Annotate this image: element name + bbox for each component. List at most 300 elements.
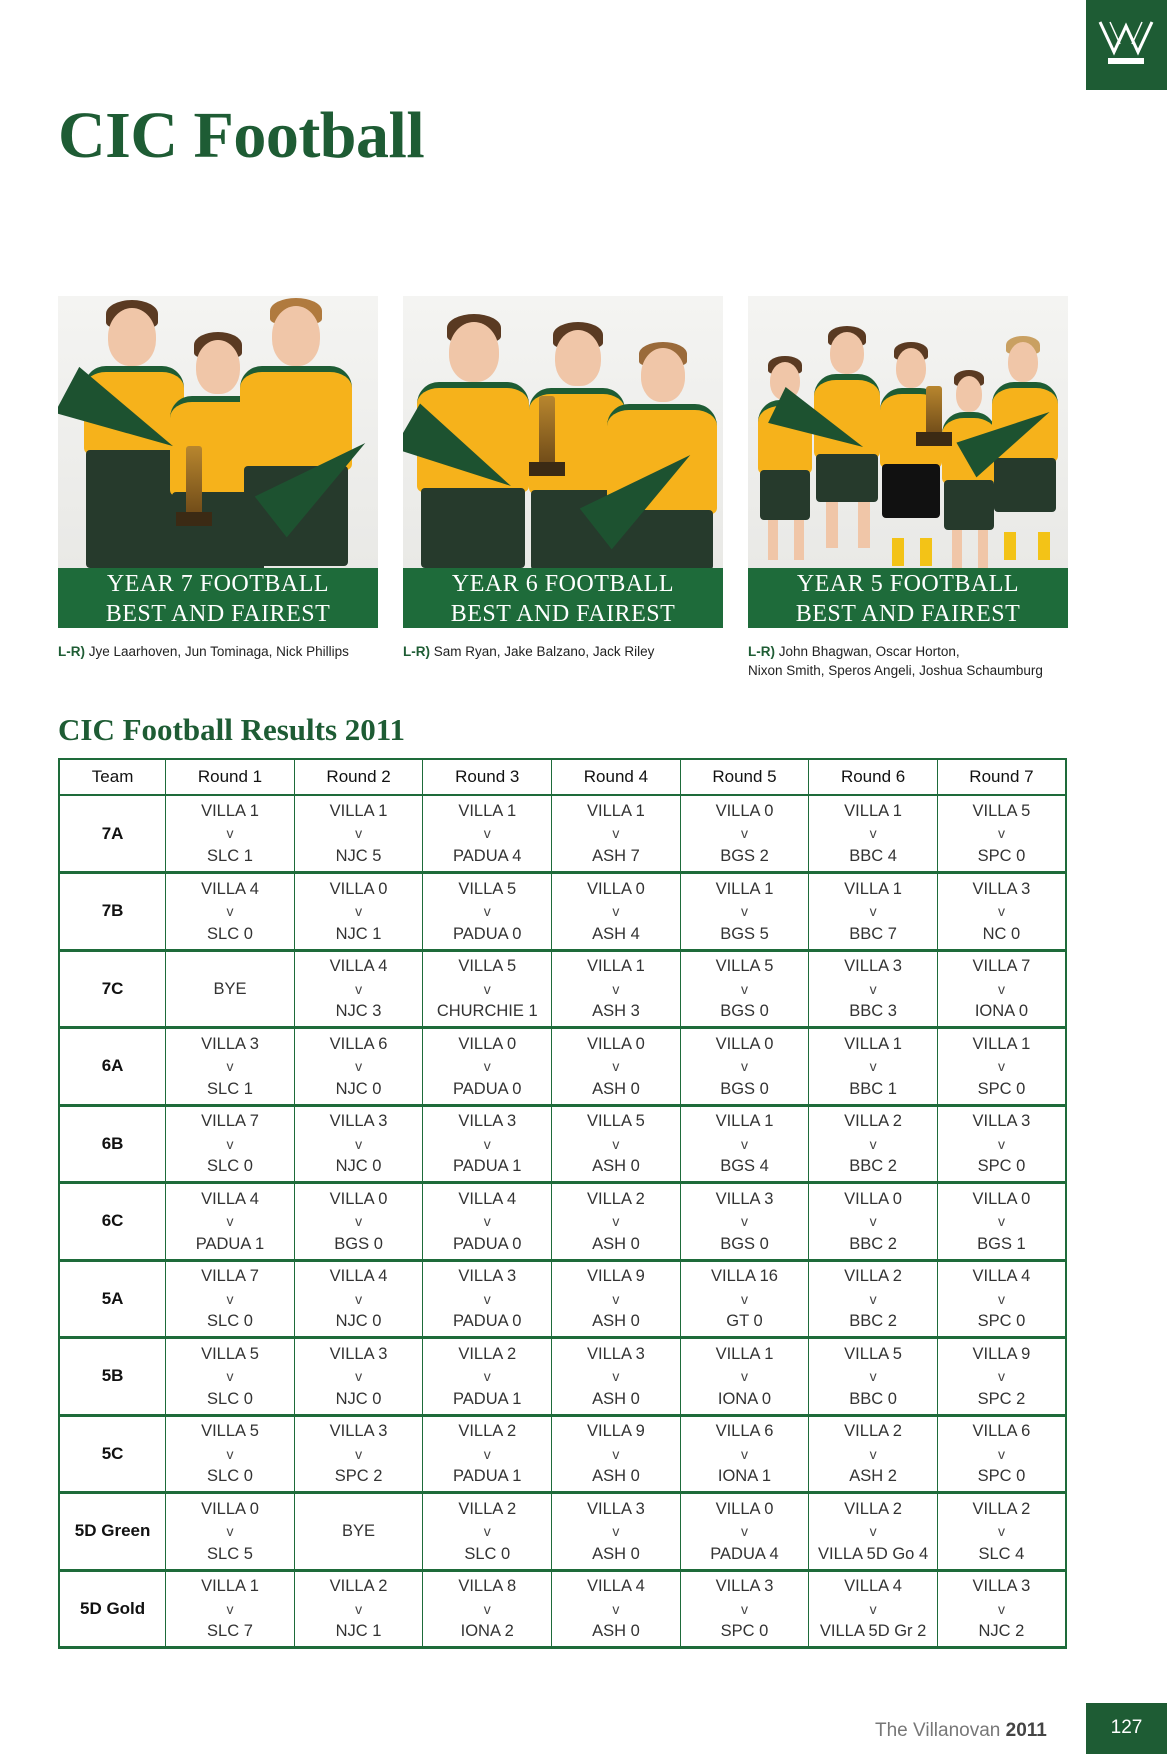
away-score: PADUA 0	[453, 1234, 522, 1253]
versus-label: v	[612, 1445, 620, 1462]
versus-label: v	[355, 1135, 363, 1152]
versus-label: v	[483, 903, 491, 919]
versus-label: v	[869, 1135, 877, 1152]
versus-label: v	[612, 1058, 620, 1074]
away-score: ASH 2	[849, 1467, 897, 1485]
versus-label: v	[483, 1135, 491, 1152]
versus-label: v	[997, 1523, 1005, 1539]
home-score: VILLA 6	[329, 1034, 388, 1053]
home-score: VILLA 7	[201, 1112, 259, 1130]
result-cell	[294, 1260, 423, 1338]
versus-label: v	[997, 1368, 1005, 1384]
photo-caption	[58, 642, 378, 661]
away-score: SLC 0	[207, 1312, 253, 1330]
away-score: BGS 5	[720, 924, 769, 943]
versus-label: v	[741, 1135, 748, 1152]
result-cell	[423, 1415, 552, 1493]
result-cell	[166, 1338, 295, 1416]
result-cell	[166, 795, 295, 873]
home-score: VILLA 2	[458, 1499, 517, 1518]
versus-label: v	[741, 1523, 748, 1539]
versus-label: v	[869, 1445, 877, 1462]
away-score: NJC 1	[335, 1622, 382, 1640]
table-row	[59, 1415, 1066, 1493]
versus-label: v	[741, 1213, 748, 1229]
away-score: BBC 2	[849, 1157, 897, 1175]
column-header-round: Round 2	[294, 759, 423, 795]
result-cell	[937, 1415, 1066, 1493]
result-cell	[809, 1338, 938, 1416]
home-score: VILLA 1	[715, 1112, 774, 1130]
away-score: ASH 0	[592, 1157, 640, 1175]
result-cell	[680, 873, 809, 951]
result-cell	[937, 795, 1066, 873]
versus-label: v	[226, 1523, 234, 1539]
versus-label: v	[612, 903, 620, 919]
versus-label: v	[226, 1135, 234, 1152]
result-cell	[680, 795, 809, 873]
home-score: VILLA 4	[201, 1189, 259, 1208]
versus-label: v	[483, 1445, 491, 1462]
caption-prefix: L-R)	[748, 644, 775, 659]
result-cell	[680, 1338, 809, 1416]
away-score: ASH 0	[592, 1234, 640, 1253]
result-cell	[552, 1260, 681, 1338]
result-cell	[294, 1028, 423, 1106]
home-score: VILLA 0	[329, 879, 388, 898]
result-cell	[937, 1105, 1066, 1183]
result-cell	[680, 1183, 809, 1261]
versus-label: v	[612, 1213, 620, 1229]
result-cell	[166, 1183, 295, 1261]
versus-label: v	[483, 1523, 491, 1539]
home-score: VILLA 4	[587, 1577, 645, 1595]
versus-label: v	[355, 1600, 363, 1617]
versus-label: v	[741, 825, 748, 842]
home-score: VILLA 5	[458, 957, 517, 975]
versus-label: v	[226, 825, 234, 842]
versus-label: v	[741, 1368, 748, 1384]
home-score: VILLA 9	[972, 1344, 1031, 1363]
away-score: BBC 2	[849, 1234, 897, 1253]
versus-label: v	[869, 1600, 877, 1617]
award-banner	[403, 568, 723, 628]
away-score: SLC 0	[464, 1544, 511, 1563]
home-score: VILLA 0	[587, 1034, 645, 1053]
result-cell	[166, 1105, 295, 1183]
versus-label: v	[997, 1058, 1005, 1074]
away-score: PADUA 1	[453, 1389, 522, 1408]
home-score: VILLA 3	[587, 1499, 645, 1518]
home-score: VILLA 1	[201, 801, 259, 820]
versus-label: v	[483, 1368, 491, 1384]
away-score: BGS 0	[720, 1079, 769, 1098]
versus-label: v	[226, 1213, 234, 1229]
away-score: BBC 1	[849, 1079, 897, 1098]
home-score: VILLA 16	[711, 1267, 778, 1285]
away-score: ASH 0	[592, 1544, 640, 1563]
result-cell	[423, 1570, 552, 1648]
home-score: VILLA 3	[201, 1034, 259, 1053]
versus-label: v	[741, 1290, 748, 1307]
away-score: SPC 2	[977, 1389, 1026, 1408]
away-score: PADUA 1	[453, 1467, 522, 1485]
result-cell	[809, 1183, 938, 1261]
home-score: VILLA 2	[458, 1422, 517, 1440]
home-score: VILLA 2	[972, 1499, 1031, 1518]
versus-label: v	[355, 980, 363, 997]
versus-label: v	[612, 1523, 620, 1539]
result-cell	[680, 1493, 809, 1571]
away-score: ASH 4	[592, 924, 640, 943]
home-score: VILLA 4	[844, 1577, 902, 1595]
home-score: VILLA 1	[715, 1344, 774, 1363]
home-score: VILLA 5	[201, 1344, 259, 1363]
home-score: VILLA 5	[201, 1422, 259, 1440]
away-score: SLC 0	[207, 1389, 253, 1408]
caption-names: Sam Ryan, Jake Balzano, Jack Riley	[433, 644, 655, 659]
team-cell: 5D Gold	[59, 1570, 166, 1648]
result-cell	[552, 1105, 681, 1183]
home-score: VILLA 1	[715, 879, 774, 898]
result-cell	[937, 1028, 1066, 1106]
versus-label: v	[226, 1058, 234, 1074]
award-card-year-7	[58, 296, 378, 661]
result-cell	[937, 1260, 1066, 1338]
away-score: IONA 0	[974, 1002, 1029, 1020]
home-score: VILLA 1	[844, 801, 902, 820]
corner-crest	[1086, 0, 1167, 90]
page-title: CIC Football	[58, 99, 425, 172]
versus-label: v	[355, 1058, 363, 1074]
home-score: VILLA 1	[329, 801, 388, 820]
versus-label: v	[226, 1290, 234, 1307]
away-score: ASH 7	[592, 846, 640, 865]
caption-prefix: L-R)	[58, 644, 85, 659]
home-score: VILLA 8	[458, 1577, 517, 1595]
versus-label: v	[997, 980, 1005, 997]
column-header-team: Team	[59, 759, 166, 795]
award-banner-line1: YEAR 6 FOOTBALL	[451, 571, 675, 597]
result-cell	[552, 795, 681, 873]
away-score: BGS 4	[720, 1157, 769, 1175]
away-score: PADUA 4	[710, 1544, 779, 1563]
away-score: ASH 0	[592, 1312, 640, 1330]
versus-label: v	[483, 1213, 491, 1229]
result-cell	[680, 1105, 809, 1183]
versus-label: v	[483, 1600, 491, 1617]
team-cell: 6A	[59, 1028, 166, 1106]
team-cell: 5D Green	[59, 1493, 166, 1571]
home-score: VILLA 5	[587, 1112, 645, 1130]
result-cell	[809, 795, 938, 873]
result-cell	[680, 1028, 809, 1106]
home-score: VILLA 1	[844, 1034, 902, 1053]
team-photo	[403, 296, 723, 568]
away-score: ASH 0	[592, 1389, 640, 1408]
result-cell	[680, 1415, 809, 1493]
result-cell	[423, 1260, 552, 1338]
table-row	[59, 1260, 1066, 1338]
away-score: BGS 2	[720, 846, 769, 865]
away-score: PADUA 4	[453, 846, 522, 865]
home-score: VILLA 3	[329, 1344, 388, 1363]
versus-label: v	[997, 1213, 1005, 1229]
award-banner-line1: YEAR 5 FOOTBALL	[796, 571, 1020, 597]
result-cell	[937, 873, 1066, 951]
away-score: NJC 0	[335, 1312, 382, 1330]
home-score: VILLA 0	[587, 879, 645, 898]
result-cell	[294, 1570, 423, 1648]
versus-label: v	[869, 1290, 877, 1307]
versus-label: v	[997, 1600, 1005, 1617]
away-score: NC 0	[982, 924, 1021, 943]
versus-label: v	[741, 1445, 748, 1462]
away-score: BBC 0	[849, 1389, 897, 1408]
result-cell	[552, 950, 681, 1028]
column-header-round: Round 4	[552, 759, 681, 795]
home-score: VILLA 0	[329, 1189, 388, 1208]
home-score: VILLA 3	[458, 1267, 517, 1285]
away-score: SPC 0	[977, 1312, 1026, 1330]
home-score: VILLA 3	[458, 1112, 517, 1130]
table-row	[59, 795, 1066, 873]
results-table	[58, 758, 1067, 1649]
away-score: BGS 0	[334, 1234, 383, 1253]
home-score: VILLA 9	[587, 1422, 645, 1440]
away-score: NJC 3	[335, 1002, 382, 1020]
result-cell	[166, 950, 295, 1028]
results-title: CIC Football Results 2011	[58, 712, 406, 747]
home-score: VILLA 2	[844, 1112, 902, 1130]
caption-prefix: L-R)	[403, 644, 430, 659]
home-score	[166, 955, 294, 978]
versus-label: v	[355, 903, 363, 919]
caption-names: John Bhagwan, Oscar Horton,	[778, 644, 960, 659]
table-row	[59, 1570, 1066, 1648]
award-banner-line2: BEST AND FAIREST	[450, 601, 676, 627]
result-cell	[809, 1570, 938, 1648]
home-score: VILLA 4	[458, 1189, 517, 1208]
result-cell	[166, 1260, 295, 1338]
result-cell	[166, 1493, 295, 1571]
result-cell	[423, 795, 552, 873]
home-score: VILLA 3	[715, 1189, 774, 1208]
home-score: VILLA 4	[329, 957, 388, 975]
result-cell	[423, 1028, 552, 1106]
home-score: VILLA 3	[715, 1577, 774, 1595]
award-card-year-6	[403, 296, 723, 661]
home-score: VILLA 7	[972, 957, 1031, 975]
away-score: SPC 0	[977, 846, 1026, 865]
away-score: SPC 0	[977, 1157, 1026, 1175]
table-row	[59, 1028, 1066, 1106]
award-banner	[58, 568, 378, 628]
award-banner-line1: YEAR 7 FOOTBALL	[106, 571, 330, 597]
table-row	[59, 950, 1066, 1028]
table-header-row	[59, 759, 1066, 795]
home-score: VILLA 5	[844, 1344, 902, 1363]
table-row	[59, 1183, 1066, 1261]
home-score: VILLA 1	[458, 801, 517, 820]
away-score: PADUA 1	[195, 1234, 265, 1253]
versus-label: v	[226, 1368, 234, 1384]
away-score: SLC 1	[207, 846, 253, 865]
team-photo	[748, 296, 1068, 568]
column-header-round: Round 6	[809, 759, 938, 795]
result-cell	[552, 1028, 681, 1106]
versus-label: v	[483, 1058, 491, 1074]
away-score: NJC 0	[335, 1079, 382, 1098]
team-cell: 6B	[59, 1105, 166, 1183]
home-score: VILLA 9	[587, 1267, 645, 1285]
photo-caption	[403, 642, 723, 661]
away-score: SPC 2	[334, 1467, 383, 1485]
result-cell	[680, 1570, 809, 1648]
away-score: IONA 2	[460, 1622, 514, 1640]
home-score: VILLA 4	[972, 1267, 1031, 1285]
away-score: SPC 0	[977, 1079, 1026, 1098]
result-cell	[423, 950, 552, 1028]
home-score: VILLA 5	[972, 801, 1031, 820]
away-score: PADUA 0	[453, 1079, 522, 1098]
result-cell	[552, 1415, 681, 1493]
away-score: SLC 1	[207, 1079, 253, 1098]
result-cell	[423, 1105, 552, 1183]
result-cell	[809, 873, 938, 951]
column-header-round: Round 7	[937, 759, 1066, 795]
away-score: SLC 4	[978, 1544, 1025, 1563]
away-score: NJC 0	[335, 1157, 382, 1175]
result-cell	[423, 1183, 552, 1261]
table-row	[59, 1338, 1066, 1416]
result-cell	[680, 1260, 809, 1338]
away-score: IONA 1	[717, 1467, 772, 1485]
home-score: VILLA 0	[201, 1499, 259, 1518]
home-score: VILLA 1	[844, 879, 902, 898]
away-score: NJC 2	[978, 1622, 1025, 1640]
versus-label: v	[355, 1368, 363, 1384]
versus-label: v	[997, 1135, 1005, 1152]
result-cell	[937, 950, 1066, 1028]
award-banner-line2: BEST AND FAIREST	[795, 601, 1021, 627]
versus-label: v	[226, 1600, 234, 1617]
home-score: VILLA 1	[587, 957, 645, 975]
away-score: BBC 7	[849, 924, 897, 943]
versus-label: v	[741, 1600, 748, 1617]
result-cell	[294, 1415, 423, 1493]
team-cell: 7B	[59, 873, 166, 951]
result-cell	[552, 873, 681, 951]
result-cell	[294, 795, 423, 873]
away-score: GT 0	[726, 1312, 763, 1330]
result-cell	[809, 1105, 938, 1183]
versus-label: v	[355, 825, 363, 842]
versus-label: v	[869, 980, 877, 997]
result-cell	[937, 1183, 1066, 1261]
versus-label: v	[869, 903, 877, 919]
away-score: VILLA 5D Gr 2	[819, 1622, 927, 1640]
result-cell	[809, 1493, 938, 1571]
away-score: BBC 2	[849, 1312, 897, 1330]
home-score: VILLA 0	[458, 1034, 517, 1053]
home-score: VILLA 6	[972, 1422, 1031, 1440]
footer-publication	[875, 1720, 1047, 1742]
result-cell	[166, 1028, 295, 1106]
villanova-crest-icon	[1096, 16, 1156, 68]
home-score: VILLA 3	[972, 1577, 1031, 1595]
home-score: VILLA 2	[329, 1577, 388, 1595]
versus-label: BYE	[342, 1522, 376, 1540]
team-cell: 7A	[59, 795, 166, 873]
home-score: VILLA 3	[329, 1112, 388, 1130]
versus-label: v	[869, 1058, 877, 1074]
award-card-year-5	[748, 296, 1068, 680]
away-score: ASH 0	[592, 1622, 640, 1640]
result-cell	[294, 873, 423, 951]
photo-caption	[748, 642, 1068, 680]
away-score: PADUA 0	[453, 924, 522, 943]
result-cell	[809, 1260, 938, 1338]
away-score	[295, 1543, 423, 1566]
away-score: CHURCHIE 1	[436, 1002, 538, 1020]
versus-label: v	[612, 1600, 620, 1617]
result-cell	[937, 1570, 1066, 1648]
versus-label: v	[612, 1368, 620, 1384]
home-score: VILLA 0	[844, 1189, 902, 1208]
away-score: NJC 5	[335, 846, 382, 865]
result-cell	[166, 873, 295, 951]
versus-label: v	[869, 825, 877, 842]
home-score: VILLA 2	[587, 1189, 645, 1208]
home-score: VILLA 2	[844, 1422, 902, 1440]
home-score: VILLA 4	[201, 879, 259, 898]
away-score: SLC 0	[207, 1157, 253, 1175]
away-score: NJC 0	[335, 1389, 382, 1408]
away-score: SLC 5	[207, 1544, 253, 1563]
table-row	[59, 1105, 1066, 1183]
versus-label: v	[355, 1445, 363, 1462]
result-cell	[809, 1415, 938, 1493]
away-score: PADUA 1	[453, 1157, 522, 1175]
column-header-round: Round 3	[423, 759, 552, 795]
versus-label: v	[997, 1445, 1005, 1462]
result-cell	[166, 1570, 295, 1648]
result-cell	[937, 1493, 1066, 1571]
away-score: NJC 1	[335, 924, 382, 943]
home-score: VILLA 5	[715, 957, 774, 975]
versus-label: v	[869, 1368, 877, 1384]
away-score: SLC 7	[207, 1622, 253, 1640]
team-cell: 6C	[59, 1183, 166, 1261]
home-score: VILLA 5	[458, 879, 517, 898]
versus-label: v	[869, 1213, 877, 1229]
publication-year: 2011	[1005, 1720, 1047, 1741]
versus-label: v	[612, 1135, 620, 1152]
versus-label: v	[483, 825, 491, 842]
versus-label: v	[483, 980, 491, 997]
result-cell	[166, 1415, 295, 1493]
result-cell	[552, 1183, 681, 1261]
result-cell	[937, 1338, 1066, 1416]
result-cell	[423, 1338, 552, 1416]
team-cell: 5A	[59, 1260, 166, 1338]
home-score: VILLA 2	[844, 1267, 902, 1285]
result-cell	[294, 1183, 423, 1261]
result-cell	[809, 1028, 938, 1106]
publication-name: The Villanovan	[875, 1720, 1001, 1741]
versus-label: v	[997, 1290, 1005, 1307]
